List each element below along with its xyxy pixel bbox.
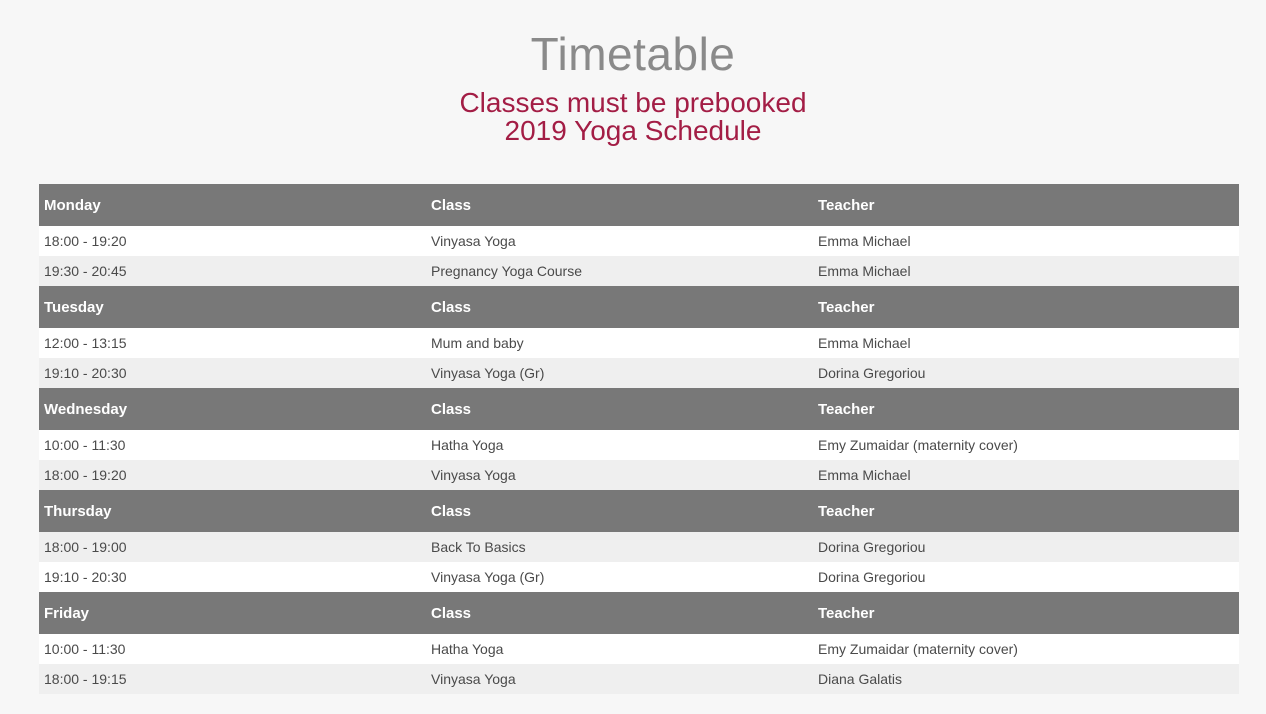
class-cell: Vinyasa Yoga [431, 467, 516, 483]
teacher-cell: Emy Zumaidar (maternity cover) [818, 437, 1018, 453]
teacher-column-header: Teacher [818, 196, 875, 214]
class-cell: Vinyasa Yoga [431, 233, 516, 249]
class-cell: Pregnancy Yoga Course [431, 263, 582, 279]
table-row [39, 634, 1239, 664]
day-header-row [39, 592, 1239, 634]
time-cell: 18:00 - 19:20 [44, 467, 127, 483]
time-cell: 10:00 - 11:30 [44, 437, 126, 453]
page-title: Timetable [530, 28, 736, 80]
day-block-thursday [39, 490, 1239, 592]
class-cell: Hatha Yoga [431, 437, 504, 453]
table-row [39, 460, 1239, 490]
time-cell: 19:10 - 20:30 [44, 569, 127, 585]
time-cell: 18:00 - 19:15 [44, 671, 127, 687]
teacher-cell: Emy Zumaidar (maternity cover) [818, 641, 1018, 657]
teacher-cell: Emma Michael [818, 467, 911, 483]
day-name: Tuesday [44, 298, 104, 316]
day-name: Thursday [44, 502, 112, 520]
day-header-row [39, 490, 1239, 532]
day-name: Friday [44, 604, 90, 622]
class-column-header: Class [431, 196, 472, 214]
table-row [39, 532, 1239, 562]
page-subtitle-booking-note: Classes must be prebooked [459, 87, 807, 118]
table-row [39, 256, 1239, 286]
teacher-cell: Emma Michael [818, 263, 911, 279]
class-column-header: Class [431, 400, 472, 418]
time-cell: 12:00 - 13:15 [44, 335, 127, 351]
time-cell: 18:00 - 19:00 [44, 539, 127, 555]
day-name: Wednesday [44, 400, 128, 418]
teacher-column-header: Teacher [818, 502, 875, 520]
class-column-header: Class [431, 298, 472, 316]
day-header-row [39, 388, 1239, 430]
teacher-cell: Emma Michael [818, 335, 911, 351]
time-cell: 19:10 - 20:30 [44, 365, 127, 381]
day-block-monday [39, 184, 1239, 286]
class-cell: Back To Basics [431, 539, 526, 555]
table-row [39, 226, 1239, 256]
teacher-column-header: Teacher [818, 298, 875, 316]
day-header-row [39, 184, 1239, 226]
teacher-cell: Diana Galatis [818, 671, 903, 687]
table-row [39, 430, 1239, 460]
table-row [39, 328, 1239, 358]
day-block-friday [39, 592, 1239, 694]
time-cell: 10:00 - 11:30 [44, 641, 126, 657]
class-cell: Vinyasa Yoga (Gr) [431, 365, 545, 381]
table-row [39, 358, 1239, 388]
timetable [39, 184, 1239, 694]
class-column-header: Class [431, 604, 472, 622]
day-name: Monday [44, 196, 101, 214]
day-header-row [39, 286, 1239, 328]
page-subtitle-schedule-year: 2019 Yoga Schedule [504, 115, 762, 146]
class-cell: Hatha Yoga [431, 641, 504, 657]
table-row [39, 664, 1239, 694]
time-cell: 19:30 - 20:45 [44, 263, 127, 279]
time-cell: 18:00 - 19:20 [44, 233, 127, 249]
teacher-cell: Dorina Gregoriou [818, 569, 926, 585]
class-cell: Vinyasa Yoga [431, 671, 516, 687]
table-row [39, 562, 1239, 592]
teacher-column-header: Teacher [818, 400, 875, 418]
class-cell: Vinyasa Yoga (Gr) [431, 569, 545, 585]
day-block-tuesday [39, 286, 1239, 388]
class-column-header: Class [431, 502, 472, 520]
teacher-cell: Emma Michael [818, 233, 911, 249]
teacher-column-header: Teacher [818, 604, 875, 622]
teacher-cell: Dorina Gregoriou [818, 365, 926, 381]
class-cell: Mum and baby [431, 335, 524, 351]
day-block-wednesday [39, 388, 1239, 490]
teacher-cell: Dorina Gregoriou [818, 539, 926, 555]
